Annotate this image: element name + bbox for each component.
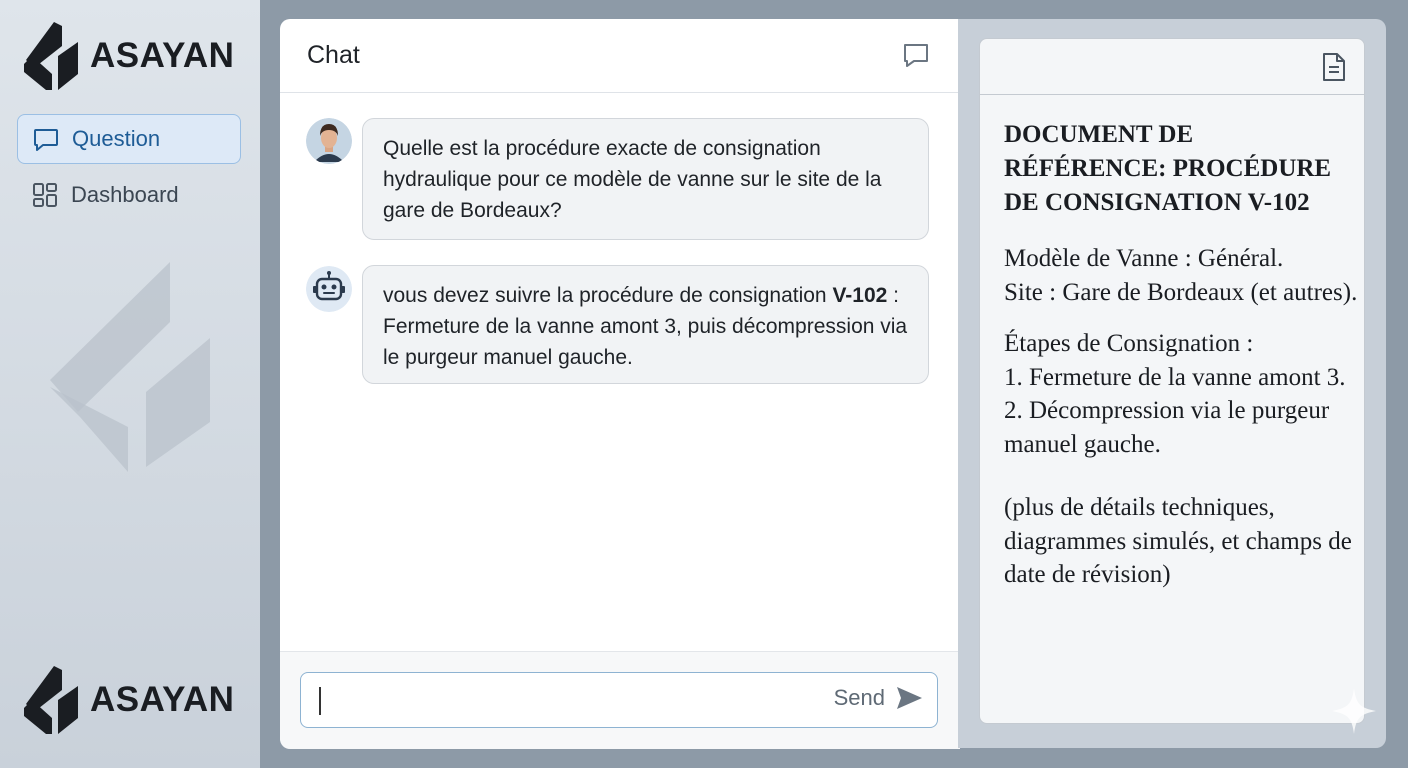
message-input-box[interactable] <box>300 672 938 728</box>
message-text: Quelle est la procédure exacte de consignation hydraulique pour ce modèle de vanne sur le site de la gare de Bordeaux? <box>383 137 882 222</box>
brand-name: ASAYAN <box>90 36 235 75</box>
brand-logo-bottom <box>24 666 234 734</box>
send-arrow-icon <box>895 685 923 711</box>
robot-avatar <box>306 266 352 312</box>
sparkle-icon <box>1330 686 1378 736</box>
user-message-bubble <box>362 118 929 240</box>
message-text: : Fermeture de la vanne amont 3, puis décompression via le purgeur manuel gauche. <box>383 284 908 369</box>
message-input[interactable] <box>317 685 801 717</box>
message-text: vous devez suivre la procédure de consignation <box>383 284 833 307</box>
sidebar <box>0 0 260 768</box>
asayan-logo-icon <box>24 22 80 90</box>
sidebar-item-label: Question <box>72 126 161 151</box>
document-icon[interactable] <box>1321 52 1347 82</box>
robot-icon <box>306 266 352 312</box>
brand-watermark-icon <box>40 262 220 482</box>
document-body <box>1004 118 1360 610</box>
sidebar-item-label: Dashboard <box>71 182 179 207</box>
chat-bubble-icon[interactable] <box>902 41 930 69</box>
brand-logo-top <box>24 22 234 90</box>
user-avatar <box>306 118 352 164</box>
send-label: Send <box>833 685 885 710</box>
asayan-logo-icon <box>24 666 80 734</box>
sidebar-item-dashboard[interactable] <box>17 170 241 220</box>
user-avatar-icon <box>306 118 352 164</box>
document-steps: Étapes de Consignation : 1. Fermeture de la vanne amont 3. 2. Décompression via le purgeur manuel gauche. <box>1004 330 1346 458</box>
procedure-code: V-102 <box>832 284 888 307</box>
brand-name: ASAYAN <box>90 680 235 719</box>
document-header <box>980 39 1364 95</box>
chat-footer <box>280 651 960 749</box>
dashboard-grid-icon <box>31 181 59 209</box>
chat-header <box>280 19 960 93</box>
document-meta: Modèle de Vanne : Général. Site : Gare de Bordeaux (et autres). <box>1004 245 1358 306</box>
sidebar-item-question[interactable] <box>17 114 241 164</box>
document-note: (plus de détails techniques, diagrammes simulés, et champs de date de révision) <box>1004 494 1352 588</box>
chat-title: Chat <box>307 41 360 69</box>
document-title: DOCUMENT DE RÉFÉRENCE: PROCÉDURE DE CONSIGNATION V-102 <box>1004 121 1332 216</box>
chat-bubble-icon <box>32 125 60 153</box>
send-button[interactable] <box>834 685 923 711</box>
assistant-message-bubble <box>362 265 929 384</box>
